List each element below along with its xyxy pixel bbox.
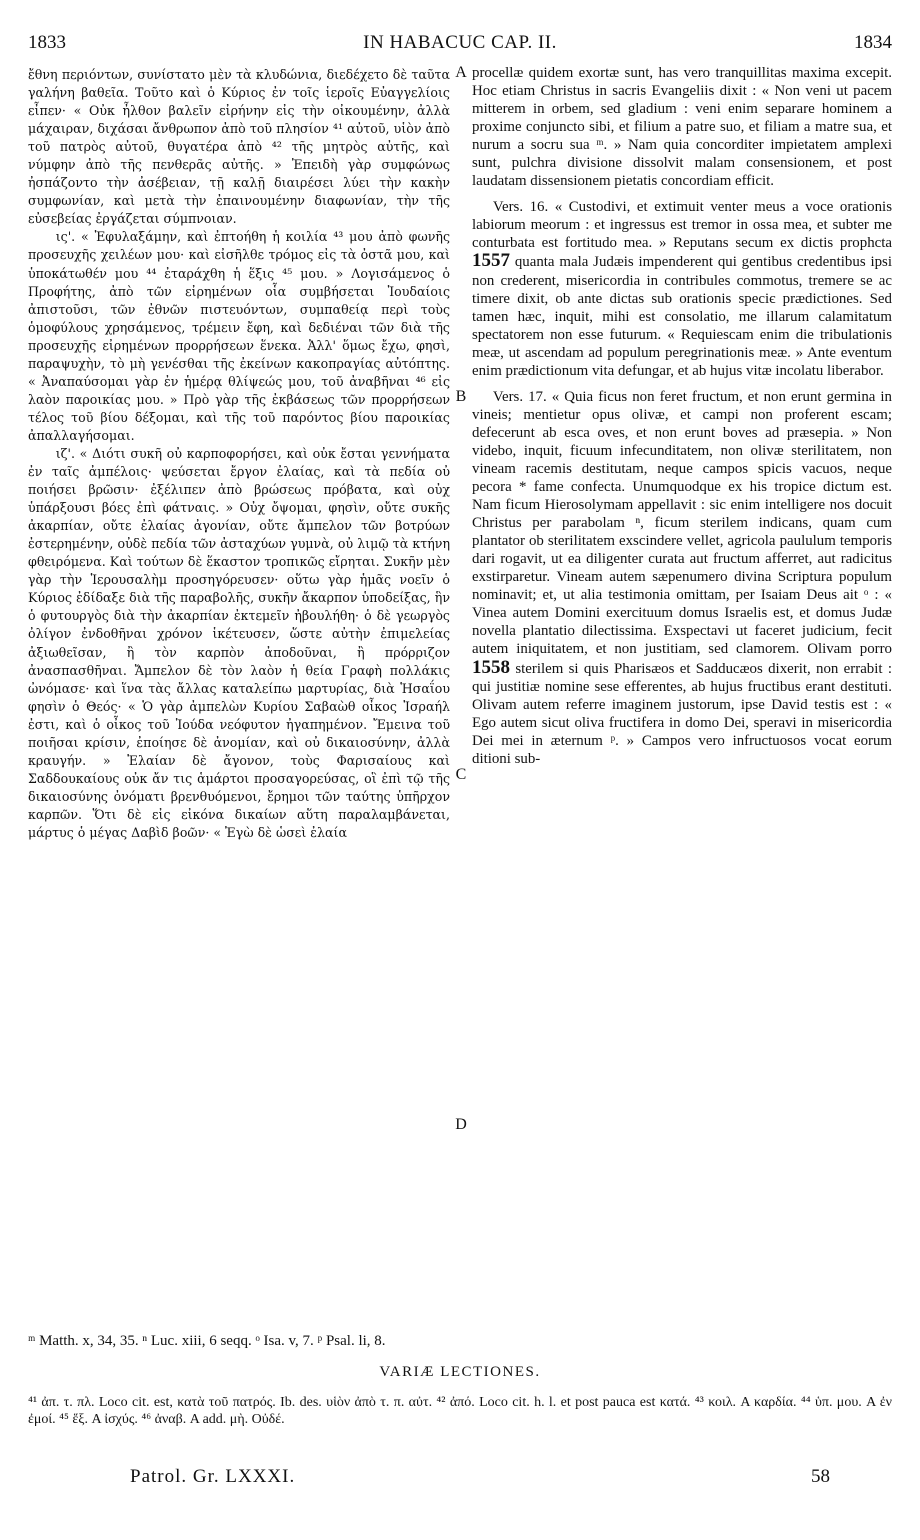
latin-verse-16 — [472, 198, 892, 379]
footer-series: Patrol. Gr. LXXXI. — [130, 1466, 296, 1487]
running-title: IN HABACUC CAP. II. — [363, 32, 557, 53]
column-number-1558: 1558 — [472, 656, 510, 678]
latin-paragraph: procellæ quidem exortæ sunt, has vero tranquillitas maxima excepit. Hoc etiam Christus in sacris Evangeliis dixit : « Non veni ut pacem mitterem in orbem, sed gladium : veni enim separare hominem a proxime conjuncto sibi, et filium a patre suo, et filiam a matre sua, et nurum a socru sua ᵐ. » Nam quia concorditer impietatem amplexi sunt, pulchra divisione dissolvit malam consensionem, et post laudatam dissensionem pietatis concordiam efficit. — [472, 65, 892, 190]
greek-paragraph: ιζ'. « Διότι συκῆ οὐ καρποφορήσει, καὶ οὐκ ἔσται γεννήματα ἐν ταῖς ἀμπέλοις· ψεύσεται ἔργον ἐλαίας, καὶ τὰ πεδία οὐ ποιήσει βρῶσιν· ἐξέλιπεν ἀπὸ βρώσεως πρόβατα, καὶ οὐχ ὑπάρξουσι βόες ἐπὶ φάτναις. » Οὐχ ὄψομαι, φησὶν, οὔτε συκῆς ἀκαρπίαν, οὔτε ἐλαίας ἀγονίαν, οὔτε ἄμπελον τῶν βοτρύων ἐστερημένην, οὐδὲ πεδία τῶν ἀσταχύων γυμνὰ, οὐ λιμῷ τὰ κτήνη φθειρόμενα. Καὶ τούτων δὲ ἕκαστον τροπικῶς εἴρηται. Συκῆν μὲν γὰρ τὴν Ἱερουσαλὴμ προσηγόρευσεν· οὕτω γὰρ ἡμᾶς νοεῖν ὁ Κύριος ἐδίδαξε διὰ τῆς παραβολῆς, συκῆν ἄκαρπον ὑποδείξας, ἣν ὁ φυτουργὸς διὰ τὴν ἀκαρπίαν ἐκτεμεῖν ἠβουλήθη· ὁ δὲ γεωργὸς ὀλίγον ἐνδοθῆναι χρόνον ἱκέτευσεν, ὥστε αὐτὴν ἐπιμελείας ἀξιωθεῖσαν, ἢ τὸν καρπὸν ἀποδοῦναι, ἢ πρόρριζον ἀνασπασθῆναι. Ἄμπελον δὲ τὸν λαὸν ἡ θεία Γραφὴ πολλάκις ὠνόμασε· καὶ ἵνα τὰς ἄλλας καταλείπω μαρτυρίας, διὰ Ἡσαΐου φησὶν ὁ Θεός· « Ὁ γὰρ ἀμπελὼν Κυρίου Σαβαὼθ οἶκος Ἰσραήλ ἐστι, καὶ ὁ οἶκος τοῦ Ἰούδα νεόφυτον ἠγαπημένον. Ἔμεινα τοῦ ποιῆσαι κρίσιν, ἐποίησε δὲ ἀνομίαν, καὶ οὐ δικαιοσύνην, ἀλλὰ κραυγήν. » Ἐλαίαν δὲ ἄγονον, τοὺς Φαρισαίους καὶ Σαδδουκαίους οὐκ ἄν τις ἁμάρτοι προσαγορεύσας, οἳ ἐπὶ τῷ τῆς δικαιοσύνης ὀνόματι βρενθυόμενοι, ἔρημοι τῶν ταύτης ὑπῆρχον καρπῶν. Ὅτι δὲ εἰς εἰκόνα δικαίων αὕτη παραλαμβάνεται, μάρτυς ὁ μέγας Δαβὶδ βοῶν· « Ἐγὼ δὲ ὡσεὶ ἐλαία — [28, 445, 450, 840]
page-header — [28, 32, 892, 56]
latin-verse-16-part-b: quanta mala Judæis impenderent qui gentibus credentibus ipsi non crederent, misericordia in contribules commotus, tremere se ac timere dixit, ob ante dictas sub orationis speciє prædictiones. Sed tamen hæc, inquit, mihi est consolatio, me illarum calamitatum spectatorem non esse futurum. « Requiescam enim die tribulationis meæ, ut ascendam ad populum peregrinationis meæ. » Ante eventum enim prædictionum vita defungar, et ab hujus vitæ incolatu liberabor. — [472, 254, 892, 379]
margin-mark-d: D — [455, 1116, 467, 1133]
margin-mark-a: A — [455, 64, 467, 81]
latin-verse-17-part-b: sterilem si quis Pharisæos et Sadducæos dixerit, non errabit : qui justitiæ nomine sese efferentes, ab hujus fructibus erant destituti. Olivam autem referre imaginem justorum, ipse David testis est : « Ego autem sicut oliva fructifera in domo Dei, speravi in misericordia Dei mei in æternum ᵖ. » Campos vero infructuosos vocat eorum ditioni sub- — [472, 660, 892, 767]
latin-verse-16-part-a: Vers. 16. « Custodivi, et extimuit venter meus a voce orationis labiorum meorum : et ingressus est tremor in ossa mea, et subter me conturbata est fortitudo mea. » Reputans secum ex dictis prophcta — [472, 199, 892, 252]
greek-column — [28, 66, 450, 842]
footer-signature: 58 — [811, 1466, 830, 1487]
footnotes: ᵐ Matth. x, 34, 35. ⁿ Luc. xiii, 6 seqq. ᵒ Isa. v, 7. ᵖ Psal. li, 8. — [28, 1333, 386, 1349]
margin-mark-b: B — [455, 388, 467, 405]
latin-column — [472, 64, 892, 768]
left-page-number: 1833 — [28, 32, 66, 53]
right-page-number: 1834 — [854, 32, 892, 53]
margin-mark-c: C — [455, 766, 467, 783]
column-number-1557: 1557 — [472, 250, 510, 272]
latin-verse-17 — [472, 388, 892, 768]
page-footer — [130, 1466, 830, 1490]
variae-lectiones-title: VARIÆ LECTIONES. — [379, 1364, 541, 1380]
greek-paragraph: ἔθνη περιόντων, συνίστατο μὲν τὰ κλυδώνια, διεδέχετο δὲ ταῦτα γαλήνη βαθεῖα. Τοῦτο καὶ ὁ Κύριος ἐν τοῖς ἱεροῖς Εὐαγγελίοις εἶπεν· « Οὐκ ἦλθον βαλεῖν εἰρήνην εἰς τὴν οἰκουμένην, ἀλλὰ μάχαιραν, διχάσαι ἄνθρωπον ἀπὸ τοῦ πλησίον ⁴¹ αὐτοῦ, υἱὸν ἀπὸ τοῦ πατρὸς αὐτοῦ, θυγατέρα ἀπὸ ⁴² τῆς μητρὸς αὐτῆς, καὶ νύμφην ἀπὸ τῆς πενθερᾶς αὐτῆς. » Ἐπειδὴ γὰρ συμφώνως ἠσπάζοντο τὴν ἀσέβειαν, τῇ καλῇ διαιρέσει λύει τὴν κακὴν συμφωνίαν, καὶ μετὰ τὴν ἐπαινουμένην διαφωνίαν, τὴν τῆς εὐσεβείας ἐργάζεται σύμπνοιαν. — [28, 67, 450, 227]
variae-lectiones: ⁴¹ ἀπ. τ. πλ. Loco cit. est, κατὰ τοῦ πατρός. Ib. des. υἱὸν ἀπὸ τ. π. αὐτ. ⁴² ἀπό. Loco cit. h. l. et post pauca est κατά. ⁴³ κοιλ. A καρδία. ⁴⁴ ὑπ. μου. A ἐν ἐμοί. ⁴⁵ ἕξ. A ἰσχύς. ⁴⁶ ἀναβ. A add. μὴ. Οὐδέ. — [28, 1395, 892, 1427]
latin-verse-17-part-a: Vers. 17. « Quia ficus non feret fructum, et non erunt germina in vineis; mentietur opus olivæ, et campi non proferent escam; defecerunt ab esca oves, et non erunt boves ad præsepia. » Non videbo, inquit, ficuum infecunditatem, non olivæ sterilitatem, non vineam racemis destitutam, neque campos spicis vacuos, neque pecora * fame confecta. Unumquodque ex his tropice dictum est. Nam ficum Hierosolymam appellavit : sic enim intelligere nos docuit Christus per parabolam ⁿ, ficum sterilem indicans, quam cum plantator ob sterilitatem exscindere vellet, agricola paululum temporis dari rogavit, ut ea diligenter curata aut fructum afferret, aut radicitus exstirparetur. Vineam autem sæpenumero divina Scriptura populum nominavit; et, ut alia testimonia omittam, per Isaiam Deus ait ᵒ : « Vinea autem Domini exercituum domus Israelis est, et domus Judæ novella plantatio dilectissima. Exspectavi ut faceret judicium, fecit autem iniquitatem, et non justitiam, sed clamorem. Olivam porro — [472, 388, 892, 658]
greek-paragraph: ις'. « Ἐφυλαξάμην, καὶ ἐπτοήθη ἡ κοιλία ⁴³ μου ἀπὸ φωνῆς προσευχῆς χειλέων μου· καὶ εἰσῆλθε τρόμος εἰς τὰ ὀστᾶ μου, καὶ ὑποκάτωθέν μου ⁴⁴ ἐταράχθη ἡ ἕξις ⁴⁵ μου. » Λογισάμενος ὁ Προφήτης, ἀπὸ τῶν εἰρημένων οἷα συμβήσεται Ἰουδαίοις ἀπιστοῦσι, τῶν ἐθνῶν πιστευόντων, συμπαθείᾳ περὶ τοὺς ὁμοφύλους χρησάμενος, τρέμειν ἔφη, καὶ δεδιέναι τῶν διὰ τῆς προσευχῆς εἰρημένων προρρήσεων ἕνεκα. Ἀλλ' ὅμως ἔχω, φησὶ, παραψυχὴν, τὸ μὴ γενέσθαι τῆς ἐκείνων κακοπραγίας αὐτόπτης. « Ἀναπαύσομαι γὰρ ἐν ἡμέρᾳ θλίψεώς μου, τοῦ ἀναβῆναι ⁴⁶ εἰς λαὸν παροικίας μου. » Πρὸ γὰρ τῆς ἐκβάσεως τῶν προρρήσεων τέλος τοῦ βίου δέξομαι, καὶ τῆς τοῦ παρόντος βίου παροικίας ἀπαλλαγήσομαι. — [28, 229, 450, 443]
